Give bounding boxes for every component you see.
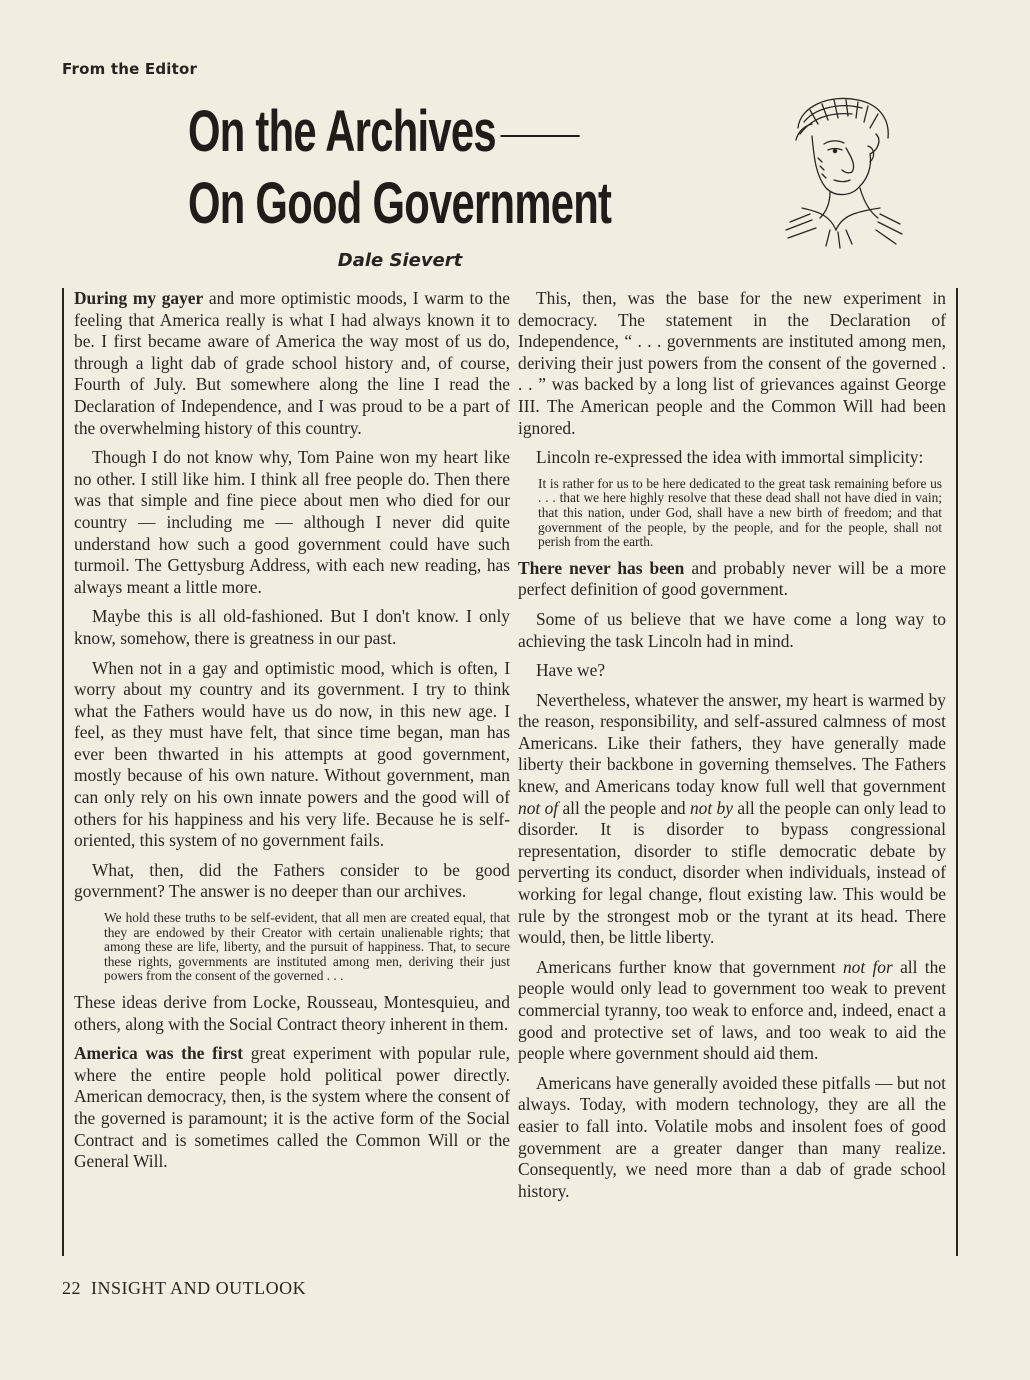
paragraph-text: all the people can only lead to disorder. It is disorder to bypass congressional representation, disorder to stifle democratic debate by perverting its conduct, disorder when individuals, instead of working for legal change, flout existing law. This would be rule by the strongest mob or the tyrant at its head. There would, then, be little liberty. <box>518 797 946 948</box>
emphasis: not for <box>842 956 893 977</box>
paragraph-text: and probably never will be a more perfect definition of good government. <box>518 557 946 600</box>
paragraph: Maybe this is all old-fashioned. But I don't know. I only know, somehow, there is greatness in our past. <box>74 606 510 648</box>
paragraph: These ideas derive from Locke, Rousseau, Montesquieu, and others, along with the Social Contract theory inherent in them. <box>74 992 510 1034</box>
title-dash <box>500 135 579 137</box>
lead-in: There never has been <box>518 557 685 578</box>
paragraph: When not in a gay and optimistic mood, which is often, I worry about my country and its government. I try to think what the Fathers would have us do now, in this new age. I feel, as they must have felt, that since time began, man has ever been thwarted in his attempts at good government, mostly because of his own nature. Without government, man can only rely on his own innate powers and the good will of others for his happiness and his very life. Because he is self-oriented, this system of no government fails. <box>74 657 510 851</box>
lead-in: During my gayer <box>74 288 204 308</box>
title-line-2: On Good Government <box>188 171 612 236</box>
gettysburg-quote: It is rather for us to be here dedicated to the great task remaining before us . . . that we here highly resolve that these dead shall not have died in vain; that this nation, under God, shall have a new birth of freedom; and that government of the people, by the people, and for the people, shall not perish from the earth. <box>538 475 942 550</box>
paragraph-text: and more optimistic moods, I warm to the feeling that America really is what I had always known it to be. I first became aware of America the way most of us do, through a light dab of grade school history and, of course, Fourth of July. But somewhere along the line I read the Declaration of Independence, and I was proud to be a part of the overwhelming history of this country. <box>74 288 510 438</box>
emphasis: not of <box>518 797 559 818</box>
declaration-quote: We hold these truths to be self-evident, that all men are created equal, that they are endowed by their Creator with certain unalienable rights; that among these are life, liberty, and the pursuit of happiness. That, to secure these rights, governments are instituted among men, deriving their just powers from the consent of the governed . . . <box>104 910 510 984</box>
title-line-1: On the Archives <box>188 99 496 164</box>
section-kicker: From the Editor <box>62 60 198 78</box>
paragraph-text: Americans further know that government <box>536 956 843 977</box>
paragraph <box>518 957 946 1065</box>
paragraph <box>518 690 946 949</box>
paragraph: What, then, did the Fathers consider to be good government? The answer is no deeper than our archives. <box>74 859 510 902</box>
paragraph <box>74 288 510 439</box>
left-column <box>62 288 510 1256</box>
right-column <box>518 288 958 1256</box>
paragraph-text: all the people would only lead to government too weak to prevent commercial tyranny, too weak to enforce and, indeed, enact a good and protective set of laws, and too weak to aid the people where government should aid them. <box>518 956 946 1064</box>
author-byline: Dale Sievert <box>337 250 463 271</box>
paragraph: Lincoln re-expressed the idea with immortal simplicity: <box>536 447 924 468</box>
article-title <box>188 96 611 240</box>
paragraph: Though I do not know why, Tom Paine won my heart like no other. I still like him. I think all free people do. Then there was that simple and fine piece about men who died for our country — including me — although I never did quite understand how such a good government could have such turmoil. The Gettysburg Address, with each new reading, has always meant a little more. <box>74 447 510 597</box>
paragraph-text: all the people and <box>558 797 690 818</box>
lead-in: America was the first <box>74 1043 243 1064</box>
paragraph: This, then, was the base for the new experiment in democracy. The statement in the Declaration of Independence, “ . . . governments are instituted among men, deriving their just powers from the consent of the governed . . . ” was backed by a long list of grievances against George III. The American people and the Common Will had been ignored. <box>518 288 946 438</box>
paragraph: Have we? <box>536 660 606 681</box>
paragraph <box>74 1043 510 1173</box>
emphasis: not by <box>689 797 733 818</box>
page-folio: 22 INSIGHT AND OUTLOOK <box>62 1278 307 1298</box>
portrait-sketch-icon <box>760 88 910 253</box>
paragraph-text: Nevertheless, whatever the answer, my heart is warmed by the reason, responsibility, and self-assured calmness of most Americans. Like their fathers, they have generally made liberty their backbone in governing themselves. The Fathers knew, and Americans today know full well that government <box>518 689 946 797</box>
paragraph: Some of us believe that we have come a long way to achieving the task Lincoln had in mind. <box>518 608 946 651</box>
paragraph <box>518 558 946 601</box>
paragraph-text: great experiment with popular rule, where the entire people hold political power directly. American democracy, then, is the system where the consent of the governed is paramount; it is the active form of the Social Contract and is sometimes called the Common Will or the General Will. <box>74 1043 510 1172</box>
paragraph: Americans have generally avoided these pitfalls — but not always. Today, with modern technology, they are all the easier to fall into. Volatile mobs and insolent foes of good government are a greater danger than many realize. Consequently, we need more than a dab of grade school history. <box>518 1072 946 1201</box>
